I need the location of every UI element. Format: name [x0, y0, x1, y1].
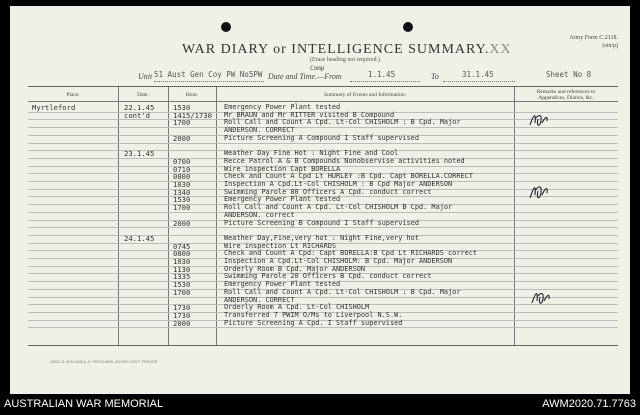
- entry-text: Weather Day,Fine,very hot : Night Fine,very hot: [224, 233, 419, 242]
- entry-text: Roll Call and Count A Cpd. Lt-Col CHISHOLM : B Cpd. Major: [224, 287, 461, 296]
- hour-cell: 1130: [173, 264, 191, 274]
- hour-cell: 1700: [173, 203, 191, 213]
- erase-note: (Erase heading not required.): [310, 57, 380, 63]
- entry-text: Orderly Room A Cpd. Lt-Col CHISHOLM: [224, 303, 370, 312]
- entry-text: Swimming Parole 80 Officers A Cpd. conduct correct: [224, 187, 432, 196]
- army-form-number: Army Form C.2118. (sin/p): [569, 35, 618, 49]
- date-to-value: 31.1.45: [462, 70, 494, 79]
- from-underline: [350, 81, 420, 82]
- hour-cell: 1335: [173, 272, 191, 282]
- entry-text: Wire inspection Capt BORELLA: [224, 164, 341, 173]
- hour-cell: 1530: [173, 103, 191, 112]
- entry-text: Roll Call and Count A Cpd. Lt-Col CHISHOLM : B Cpd. Major: [224, 118, 461, 127]
- entry-text: Picture Screening A Compound I Staff supervised: [224, 133, 419, 142]
- header-rule: [28, 101, 618, 102]
- handwritten-correction: Comp: [310, 65, 325, 72]
- diary-page: [10, 6, 630, 394]
- unit-underline: [154, 81, 264, 82]
- hour-cell: 1415/1730: [173, 110, 212, 120]
- row-rule: [28, 227, 618, 228]
- col-header-remarks: Remarks and references to Appendices, Diaries, &c.: [536, 89, 596, 101]
- entry-text: Emergency Power Plant tested: [224, 280, 341, 289]
- unit-label: Unit: [138, 72, 153, 81]
- col-header-summary: Summary of Events and Information.: [323, 92, 407, 98]
- entry-text: Inspection A Cpd.Lt-Col CHISHOLM: B Cpd. Major ANDERSON: [224, 257, 453, 265]
- date-cell: 24.1.45: [124, 233, 155, 243]
- hour-cell: 1030: [173, 257, 191, 266]
- date-time-label: Date and Time.—From: [268, 72, 342, 81]
- entry-text: Check and Count A Cpd: Capt BORELLA:B Cpd Lt RICHARDS correct: [224, 249, 478, 258]
- hour-cell: 1730: [173, 303, 191, 313]
- hour-cell: 0800: [173, 249, 191, 259]
- date-cell: 22.1.45: [124, 103, 155, 112]
- diary-table: [28, 86, 618, 346]
- hour-cell: 1030: [173, 180, 191, 189]
- column-divider: [168, 87, 169, 345]
- signature-initials: [526, 109, 552, 131]
- entry-text: ANDERSON. CORRECT: [224, 126, 295, 135]
- place-cell: Myrtleford: [32, 103, 76, 112]
- entry-text: Wire inspection Lt RICHARDS: [224, 241, 337, 250]
- entry-text: Emergency Power Plant tested: [224, 103, 341, 111]
- date-cell: cont'd: [124, 110, 150, 120]
- row-rule: [28, 327, 618, 328]
- signature-initials: [526, 180, 552, 204]
- entry-text: Swimming Parole 20 Officers B Cpd. conduct correct: [224, 272, 432, 281]
- entry-text: Emergency Power Plant tested: [224, 195, 341, 204]
- to-label: To: [431, 72, 439, 81]
- hour-cell: 1700: [173, 118, 191, 128]
- column-divider: [216, 87, 217, 345]
- column-divider: [514, 87, 515, 345]
- sheet-number: Sheet No 8: [546, 70, 592, 79]
- row-rule: [28, 212, 618, 213]
- entry-text: Picture Screening B Compound I Staff supervised: [224, 218, 419, 227]
- entry-text: Check and Count A Cpd Lt HURLEY :B Cpd. Capt BORELLA.CORRECT: [224, 172, 473, 181]
- archive-reference: AWM2020.71.7763: [542, 398, 636, 410]
- hour-cell: 1340: [173, 187, 191, 197]
- hour-cell: 0800: [173, 172, 191, 182]
- hour-cell: 2000: [173, 218, 191, 228]
- hour-cell: 2000: [173, 133, 191, 143]
- entry-text: Orderly Room B Cpd. Major ANDERSON: [224, 264, 366, 273]
- entry-text: Mr BRAUN and Mr RITTER visited B Compound: [224, 110, 395, 119]
- entry-text: Weather Day Fine Hot : Night Fine and Cool: [224, 149, 399, 158]
- hour-cell: 0745: [173, 241, 191, 251]
- col-header-hour: Hour.: [185, 92, 199, 98]
- entry-text: ANDERSON. CORRECT: [224, 295, 295, 304]
- hour-cell: 2000: [173, 318, 191, 328]
- punch-hole: [403, 22, 413, 32]
- hour-cell: 0700: [173, 156, 191, 166]
- col-header-place: Place.: [66, 92, 80, 98]
- entry-text: Inspection A Cpd.Lt-Col CHISHOLM : B Cpd Major ANDERSON: [224, 180, 453, 188]
- date-from-value: 1.1.45: [368, 70, 396, 79]
- column-divider: [118, 87, 119, 345]
- col-header-date: Date.: [137, 92, 149, 98]
- entry-text: Transferred 7 PWIM O/Ms to Liverpool N.S.W.: [224, 310, 403, 319]
- hour-cell: 1530: [173, 280, 191, 290]
- printer-imprint: 10032 11.40 M 4006 A. H. PRITCHARD, ACTING GOVT. PRINTER.: [50, 360, 159, 364]
- hour-cell: 0710: [173, 164, 191, 174]
- signature-initials: [528, 287, 554, 309]
- archive-caption: AUSTRALIAN WAR MEMORIAL: [4, 398, 164, 410]
- entry-text: ANDERSON. correct: [224, 210, 295, 219]
- entry-text: Roll Call and Count A Cpd. Lt-Col CHISHOLM B Cpd. Major: [224, 203, 453, 212]
- unit-value: 51 Aust Gen Coy PW No5PW: [154, 70, 263, 79]
- page-title: WAR DIARY or INTELLIGENCE SUMMARY.XX: [182, 42, 512, 57]
- entry-text: Recce Patrol A & B Compounds Nonobservise activities noted: [224, 156, 465, 165]
- hour-cell: 1730: [173, 310, 191, 320]
- to-underline: [443, 81, 515, 82]
- entry-text: Picture Screening A Cpd. I Staff supervised: [224, 318, 403, 327]
- hour-cell: 1530: [173, 195, 191, 205]
- hour-cell: 1700: [173, 287, 191, 297]
- date-cell: 23.1.45: [124, 149, 155, 159]
- punch-hole: [221, 22, 231, 32]
- row-rule: [28, 143, 618, 144]
